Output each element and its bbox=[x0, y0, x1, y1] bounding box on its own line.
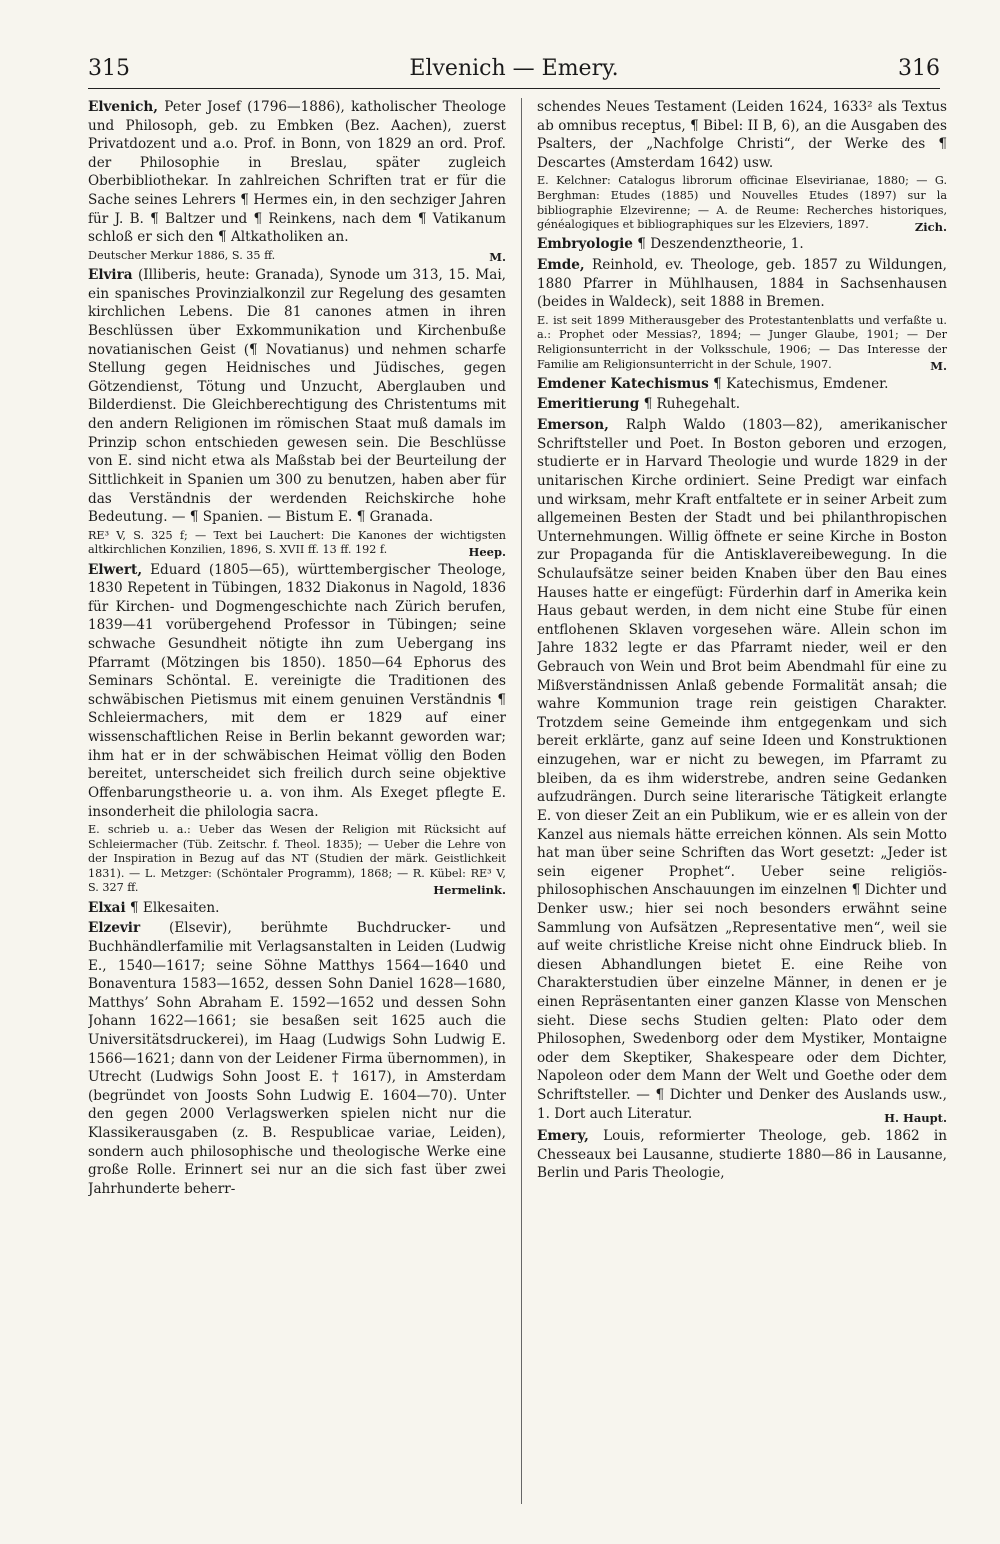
dictionary-entry bbox=[537, 1127, 947, 1183]
entry-bibliography: E. Kelchner: Catalogus librorum officinae Elsevirianae, 1880; — G. Berghman: Etudes (1885) und Nouvelles Etudes (1897) sur la bibliographie Elzevirenne; — A. de Reume: Recherches historiques, généalogiques et bibliographiques sur les Elzeviers, 1897. bbox=[537, 174, 947, 232]
page-number-left: 315 bbox=[88, 55, 130, 81]
entry-bibliography: E. schrieb u. a.: Ueber das Wesen der Religion mit Rücksicht auf Schleiermacher (Tüb. Zeitschr. f. Theol. 1835); — Ueber die Lehre von der Inspiration in Bezug auf das NT (Studien der märk. Geistlichkeit 1831). — L. Metzger: (Schöntaler Programm), 1868; — R. Kübel: RE³ V, S. 327 ff. bbox=[88, 823, 506, 895]
entry-headword: Emery, bbox=[537, 1128, 589, 1144]
dictionary-entry bbox=[88, 899, 506, 918]
entry-text: Reinhold, ev. Theologe, geb. 1857 zu Wildungen, 1880 Pfarrer in Mühlhausen, 1884 in Sachsenhausen (beides in Waldeck), seit 1888 in Bremen. bbox=[537, 257, 947, 311]
dictionary-entry bbox=[537, 98, 947, 172]
right-column bbox=[537, 98, 947, 1504]
entry-bibliography: Deutscher Merkur 1886, S. 35 ff. bbox=[88, 248, 276, 262]
page-number-right: 316 bbox=[898, 55, 940, 81]
entry-text: Peter Josef (1796—1886), katholischer Theologe und Philosoph, geb. zu Embken (Bez. Aachen), zuerst Privatdozent und a.o. Prof. in Bonn, von 1829 an ord. Prof. der Philosophie in Breslau, später zugleich Oberbibliothekar. In zahlreichen Schriften trat er für die Sache seines Lehrers ¶ Hermes ein, in den sechziger Jahren für J. B. ¶ Baltzer und ¶ Reinkens, nach dem ¶ Vatikanum schloß er sich den ¶ Altkatholiken an. bbox=[88, 99, 506, 246]
entry-text: Eduard (1805—65), württembergischer Theologe, 1830 Repetent in Tübingen, 1832 Diakonus in Nagold, 1836 für Kirchen- und Dogmengeschichte nach Zürich berufen, 1839—41 vorübergehend Professor in Tübingen; seine schwache Gesundheit nötigte ihn zum Uebergang ins Pfarramt (Mötzingen bis 1850). 1850—64 Ephorus des Seminars Schöntal. E. vereinigte die Traditionen des schwäbischen Pietismus mit einem genuinen Verständnis ¶ Schleiermachers, mit dem er 1829 auf einer wissenschaftlichen Reise in Berlin bekannt geworden war; ihm hat er in der schwäbischen Heimat völlig den Boden bereitet, unterscheidet sich freilich durch seine objektive Offenbarungstheorie u. a. von ihm. Als Exeget pflegte E. insonderheit die philologia sacra. bbox=[88, 561, 506, 820]
entry-text: ¶ Katechismus, Emdener. bbox=[708, 375, 889, 392]
entry-headword: Elvira bbox=[88, 267, 133, 284]
entry-text: ¶ Ruhegehalt. bbox=[639, 396, 741, 413]
entry-headword: Emeritierung bbox=[537, 396, 640, 413]
entry-headword: Elvenich, bbox=[88, 99, 159, 115]
dictionary-entry bbox=[537, 395, 947, 414]
entry-text: Ralph Waldo (1803—82), amerikanischer Schriftsteller und Poet. In Boston geboren und erzogen, studierte er in Harvard Theologie und wurde 1829 in der unitarischen Kirche ordiniert. Seine Predigt war einfach und wirksam, mehr Kraft entfaltete er in seiner Arbeit zum allgemeinen Besten der Stadt und bei philanthropischen Unternehmungen. Willig öffnete er seine Kirche in Boston zur Propaganda für die Antisklavereibewegung. In die Schulaufsätze seiner beiden Knaben über den Bau eines Hauses hatte er eingefügt: Fürderhin darf in Amerika kein Haus gebaut werden, in dem nicht eine Stube für einen entflohenen Sklaven vorgesehen wäre. Allein schon im Jahre 1832 legte er das Pfarramt nieder, weil er den Gebrauch von Wein und Brot beim Abendmahl für eine zu Mißverständnissen Anlaß gebende Formalität ansah; die wahre Kommunion trage rein geistigen Charakter. Trotzdem seine Gemeinde ihm entgegenkam und sich bereit erklärte, ganz auf seine Ideen und Konstruktionen einzugehen, war er nicht zu bewegen, im Pfarramt zu bleiben, da es ihm widerstrebe, andren seine Gedanken aufzudrängen. Durch seine literarische Tätigkeit erlangte E. von dieser Zeit an ein Publikum, wie er es allein von der Kanzel aus niemals hätte erreichen können. Als sein Motto hat man über seine Schriften das Wort gesetzt: „Jeder ist sein eigener Prophet“. Ueber seine religiös-philosophischen Anschauungen im einzelnen ¶ Dichter und Denker usw.; hier sei noch besonders erwähnt seine Sammlung von Aufsätzen „Representative men“, weil sie auf weite christliche Kreise nicht ohne Eindruck blieb. In diesen Abhandlungen bietet E. eine Reihe von Charakterstudien über einzelne Männer, in denen er je einen Repräsentanten einer ganzen Klasse von Menschen sieht. Diese sechs Studien gelten: Plato oder dem Philosophen, Swedenborg oder dem Mystiker, Montaigne oder dem Skeptiker, Shakespeare oder dem Dichter, Napoleon oder dem Mann der Welt und Goethe oder dem Schriftsteller. — ¶ Dichter und Denker des Auslands usw., 1. Dort auch Literatur. bbox=[537, 417, 947, 1122]
entry-text: Louis, reformierter Theologe, geb. 1862 in Chesseaux bei Lausanne, studierte 1880—86 in Lausanne, Berlin und Paris Theologie, bbox=[537, 1128, 947, 1182]
entry-author: M. bbox=[489, 250, 506, 265]
dictionary-entry bbox=[537, 235, 947, 254]
entry-text: (Elsevir), berühmte Buchdrucker- und Buchhändlerfamilie mit Verlagsanstalten in Leiden (Ludwig E., 1540—1617; seine Söhne Matthys 1564—1640 und Bonaventura 1583—1652, dessen Sohn Daniel 1628—1680, Matthys’ Sohn Abraham E. 1592—1652 und dessen Sohn Johann 1622—1661; sie besaßen seit 1625 auch die Universitätsdruckerei), im Haag (Ludwigs Sohn Ludwig E. 1566—1621; dann von der Leidener Firma übernommen), in Utrecht (Ludwigs Sohn Joost E. † 1617), in Amsterdam (begründet von Joosts Sohn Ludwig E. 1604—70). Unter den gegen 2000 Verlagswerken spielen nicht nur die Klassikerausgaben (z. B. Respublicae variae, Leiden), sondern auch philosophische und theologische Werke eine große Rolle. Erinnert sei nur an die sich fast über zwei Jahrhunderte beherr- bbox=[88, 920, 506, 1197]
page-header bbox=[88, 48, 940, 89]
dictionary-entry bbox=[88, 98, 506, 247]
entry-text: ¶ Elkesaiten. bbox=[125, 899, 220, 916]
dictionary-entry bbox=[537, 416, 947, 1123]
entry-text: ¶ Deszendenztheorie, 1. bbox=[632, 236, 804, 253]
left-column bbox=[88, 98, 506, 1504]
entry-text: schendes Neues Testament (Leiden 1624, 1633² als Textus ab omnibus receptus, ¶ Bibel: II B, 6), an die Ausgaben des Psalters, der „Nachfolge Christi“, der Werke des ¶ Descartes (Amsterdam 1642) usw. bbox=[537, 99, 947, 171]
entry-bibliography: E. ist seit 1899 Mitherausgeber des Protestantenblatts und verfaßte u. a.: Prophet oder Messias?, 1894; — Junger Glaube, 1901; — Der Religionsunterricht in der Volksschule, 1906; — Das Interesse der Familie am Religionsunterricht in der Schule, 1907. bbox=[537, 313, 947, 371]
dictionary-entry bbox=[88, 919, 506, 1198]
entry-text: (Illiberis, heute: Granada), Synode um 313, 15. Mai, ein spanisches Provinzialkonzil zur Regelung des gesamten kirchlichen Lebens. Die 81 canones atmen in ihren Beschlüssen über Exkommunikation und Kirchenbuße novatianischen Geist (¶ Novatianus) und nehmen scharfe Stellung gegen Heidnisches und Jüdisches, gegen Götzendienst, Tötung und Unzucht, Aberglauben und Bilderdienst. Die Gleichberechtigung des Christentums mit den andern Religionen im römischen Staat muß damals im Prinzip schon entschieden gewesen sein. Die Beschlüsse von E. sind nicht etwa als Maßstab bei der Beurteilung der Sittlichkeit in Spanien um 300 zu benutzen, haben aber für das Verständnis der werdenden Reichskirche hohe Bedeutung. — ¶ Spanien. — Bistum E. ¶ Granada. bbox=[88, 267, 506, 526]
dictionary-entry bbox=[537, 375, 947, 394]
dictionary-entry bbox=[537, 256, 947, 312]
entry-author: Hermelink. bbox=[433, 882, 506, 897]
entry-headword: Elwert, bbox=[88, 561, 143, 578]
entry-headword: Emde, bbox=[537, 257, 585, 274]
running-title: Elvenich — Emery. bbox=[409, 55, 619, 81]
entry-author: Heep. bbox=[468, 544, 506, 559]
entry-author: Zich. bbox=[914, 219, 947, 234]
entry-headword: Emerson, bbox=[537, 417, 609, 434]
dictionary-entry bbox=[88, 266, 506, 527]
entry-author: M. bbox=[930, 359, 947, 374]
entry-headword: Elxai bbox=[88, 899, 126, 916]
dictionary-entry bbox=[88, 561, 506, 822]
entry-headword: Elzevir bbox=[88, 920, 141, 937]
entry-headword: Embryologie bbox=[537, 236, 633, 253]
column-divider bbox=[521, 98, 522, 1504]
entry-bibliography: RE³ V, S. 325 f; — Text bei Lauchert: Die Kanones der wichtigsten altkirchlichen Konzilien, 1896, S. XVII ff. 13 ff. 192 f. bbox=[88, 528, 506, 557]
entry-headword: Emdener Katechismus bbox=[537, 375, 709, 392]
entry-author: H. Haupt. bbox=[884, 1111, 947, 1126]
